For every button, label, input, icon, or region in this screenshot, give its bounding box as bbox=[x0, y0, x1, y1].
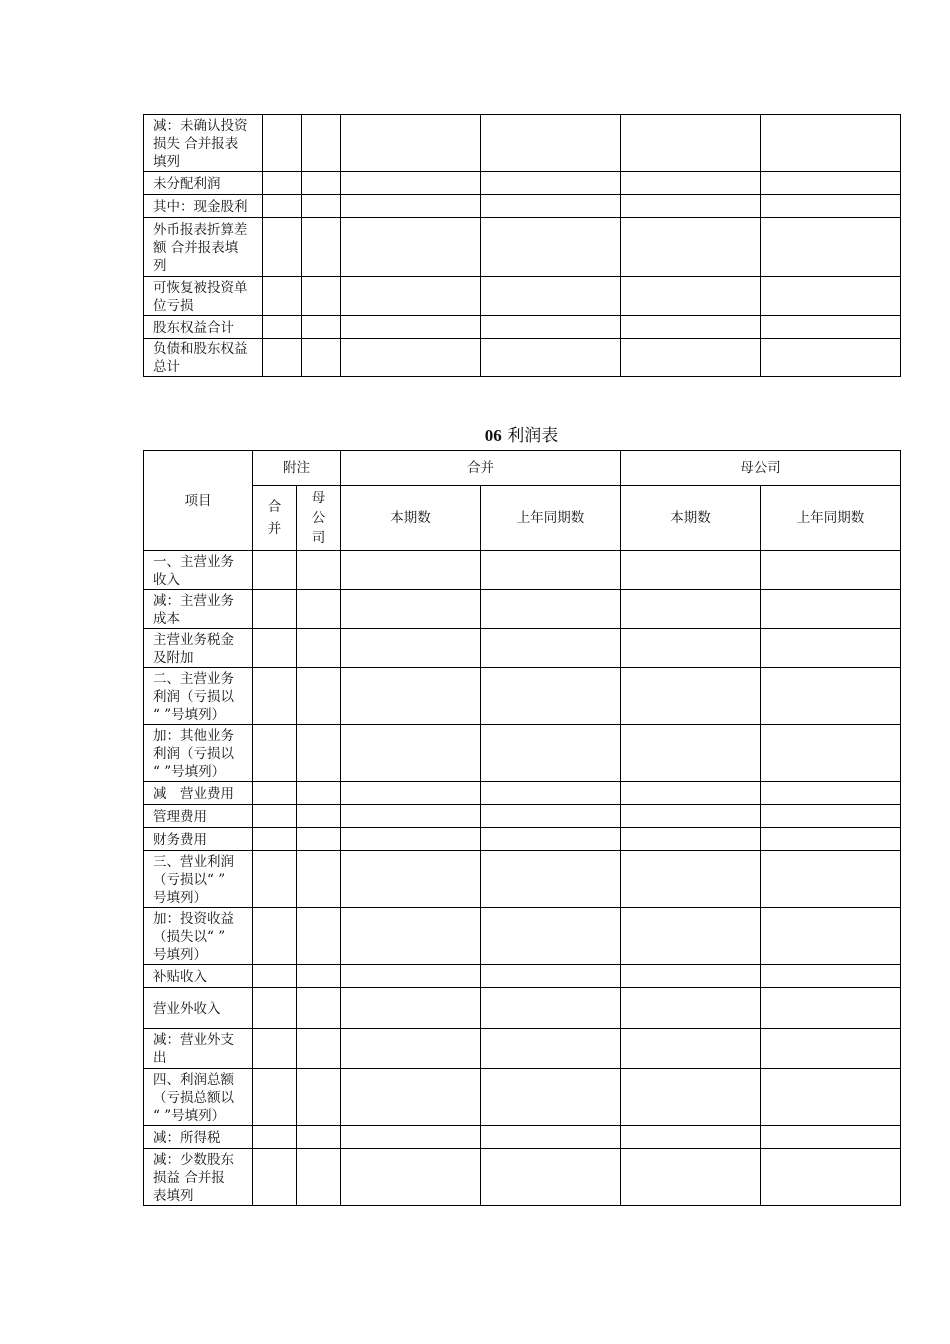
table-row bbox=[144, 828, 901, 851]
value-cell bbox=[761, 668, 901, 725]
header-consolidated-current: 本期数 bbox=[341, 486, 481, 551]
value-cell bbox=[621, 277, 761, 316]
row-label: 三、营业利润 （亏损以“ ” 号填列） bbox=[144, 851, 253, 908]
value-cell bbox=[761, 1029, 901, 1069]
value-cell bbox=[302, 277, 341, 316]
header-notes-parent: 母 公 司 bbox=[297, 486, 341, 551]
table-row bbox=[144, 851, 901, 908]
value-cell bbox=[297, 629, 341, 668]
value-cell bbox=[761, 965, 901, 988]
row-label: 二、主营业务 利润（亏损以 “ ”号填列） bbox=[144, 668, 253, 725]
value-cell bbox=[621, 725, 761, 782]
value-cell bbox=[761, 277, 901, 316]
value-cell bbox=[761, 195, 901, 218]
value-cell bbox=[761, 590, 901, 629]
value-cell bbox=[302, 172, 341, 195]
row-label: 主营业务税金 及附加 bbox=[144, 629, 253, 668]
value-cell bbox=[621, 551, 761, 590]
value-cell bbox=[621, 988, 761, 1029]
value-cell bbox=[253, 965, 297, 988]
value-cell bbox=[481, 1069, 621, 1126]
row-label: 管理费用 bbox=[144, 805, 253, 828]
value-cell bbox=[481, 988, 621, 1029]
row-label: 负债和股东权益 总计 bbox=[144, 339, 263, 377]
value-cell bbox=[621, 805, 761, 828]
table-row bbox=[144, 668, 901, 725]
value-cell bbox=[621, 668, 761, 725]
row-label: 财务费用 bbox=[144, 828, 253, 851]
value-cell bbox=[341, 551, 481, 590]
table-row bbox=[144, 908, 901, 965]
income-statement-title bbox=[143, 425, 900, 447]
value-cell bbox=[253, 668, 297, 725]
value-cell bbox=[341, 725, 481, 782]
table-row bbox=[144, 590, 901, 629]
value-cell bbox=[263, 172, 302, 195]
value-cell bbox=[621, 629, 761, 668]
row-label: 营业外收入 bbox=[144, 988, 253, 1029]
value-cell bbox=[341, 1069, 481, 1126]
value-cell bbox=[481, 725, 621, 782]
value-cell bbox=[621, 195, 761, 218]
table-row bbox=[144, 339, 901, 377]
value-cell bbox=[481, 1029, 621, 1069]
value-cell bbox=[341, 1149, 481, 1206]
value-cell bbox=[253, 805, 297, 828]
value-cell bbox=[621, 172, 761, 195]
value-cell bbox=[621, 316, 761, 339]
header-notes: 附注 bbox=[253, 451, 341, 486]
header-row-1 bbox=[144, 451, 901, 486]
header-consolidated-prior: 上年同期数 bbox=[481, 486, 621, 551]
value-cell bbox=[302, 195, 341, 218]
value-cell bbox=[341, 908, 481, 965]
header-parent-current: 本期数 bbox=[621, 486, 761, 551]
value-cell bbox=[761, 851, 901, 908]
value-cell bbox=[621, 1126, 761, 1149]
value-cell bbox=[253, 988, 297, 1029]
value-cell bbox=[481, 805, 621, 828]
value-cell bbox=[302, 218, 341, 277]
value-cell bbox=[761, 805, 901, 828]
value-cell bbox=[263, 195, 302, 218]
value-cell bbox=[761, 629, 901, 668]
header-parent-company: 母公司 bbox=[621, 451, 901, 486]
value-cell bbox=[341, 172, 481, 195]
row-label: 股东权益合计 bbox=[144, 316, 263, 339]
row-label: 加：其他业务 利润（亏损以 “ ”号填列） bbox=[144, 725, 253, 782]
value-cell bbox=[341, 1126, 481, 1149]
value-cell bbox=[297, 1029, 341, 1069]
row-label: 减：营业外支 出 bbox=[144, 1029, 253, 1069]
header-row-2 bbox=[144, 486, 901, 551]
value-cell bbox=[341, 629, 481, 668]
table-row bbox=[144, 805, 901, 828]
value-cell bbox=[263, 316, 302, 339]
table-row bbox=[144, 988, 901, 1029]
value-cell bbox=[253, 1149, 297, 1206]
value-cell bbox=[341, 115, 481, 172]
value-cell bbox=[297, 988, 341, 1029]
value-cell bbox=[297, 828, 341, 851]
value-cell bbox=[341, 195, 481, 218]
row-label: 四、利润总额 （亏损总额以 “ ”号填列） bbox=[144, 1069, 253, 1126]
value-cell bbox=[341, 1029, 481, 1069]
value-cell bbox=[302, 339, 341, 377]
value-cell bbox=[253, 851, 297, 908]
table-row bbox=[144, 629, 901, 668]
value-cell bbox=[253, 1029, 297, 1069]
header-notes-consolidated: 合 并 bbox=[253, 486, 297, 551]
value-cell bbox=[621, 1029, 761, 1069]
value-cell bbox=[263, 218, 302, 277]
value-cell bbox=[297, 590, 341, 629]
value-cell bbox=[761, 339, 901, 377]
title-text: 利润表 bbox=[507, 426, 559, 446]
table-row bbox=[144, 316, 901, 339]
value-cell bbox=[341, 316, 481, 339]
table-row bbox=[144, 195, 901, 218]
row-label: 补贴收入 bbox=[144, 965, 253, 988]
table-row bbox=[144, 1149, 901, 1206]
value-cell bbox=[621, 782, 761, 805]
value-cell bbox=[761, 725, 901, 782]
value-cell bbox=[481, 965, 621, 988]
value-cell bbox=[263, 277, 302, 316]
value-cell bbox=[341, 218, 481, 277]
value-cell bbox=[297, 1069, 341, 1126]
value-cell bbox=[302, 316, 341, 339]
value-cell bbox=[761, 1126, 901, 1149]
table-row bbox=[144, 218, 901, 277]
value-cell bbox=[341, 339, 481, 377]
value-cell bbox=[253, 782, 297, 805]
value-cell bbox=[263, 339, 302, 377]
value-cell bbox=[481, 195, 621, 218]
balance-sheet-table bbox=[143, 114, 901, 377]
value-cell bbox=[481, 218, 621, 277]
title-number: 06 bbox=[484, 426, 502, 445]
value-cell bbox=[481, 115, 621, 172]
value-cell bbox=[297, 965, 341, 988]
value-cell bbox=[761, 1149, 901, 1206]
header-parent-prior: 上年同期数 bbox=[761, 486, 901, 551]
value-cell bbox=[761, 908, 901, 965]
value-cell bbox=[253, 629, 297, 668]
income-statement-table bbox=[143, 450, 901, 1206]
value-cell bbox=[481, 551, 621, 590]
value-cell bbox=[341, 988, 481, 1029]
value-cell bbox=[253, 725, 297, 782]
value-cell bbox=[481, 172, 621, 195]
value-cell bbox=[481, 590, 621, 629]
value-cell bbox=[481, 851, 621, 908]
value-cell bbox=[621, 965, 761, 988]
value-cell bbox=[297, 908, 341, 965]
table-row bbox=[144, 1069, 901, 1126]
value-cell bbox=[481, 629, 621, 668]
row-label: 减：主营业务 成本 bbox=[144, 590, 253, 629]
value-cell bbox=[761, 218, 901, 277]
value-cell bbox=[341, 590, 481, 629]
table-row bbox=[144, 172, 901, 195]
table-row bbox=[144, 115, 901, 172]
value-cell bbox=[297, 805, 341, 828]
row-label: 一、主营业务 收入 bbox=[144, 551, 253, 590]
row-label: 减：所得税 bbox=[144, 1126, 253, 1149]
table-row bbox=[144, 1029, 901, 1069]
value-cell bbox=[481, 908, 621, 965]
value-cell bbox=[621, 1069, 761, 1126]
value-cell bbox=[761, 316, 901, 339]
value-cell bbox=[341, 965, 481, 988]
row-label: 加：投资收益 （损失以“ ” 号填列） bbox=[144, 908, 253, 965]
value-cell bbox=[621, 908, 761, 965]
value-cell bbox=[302, 115, 341, 172]
value-cell bbox=[253, 551, 297, 590]
value-cell bbox=[761, 551, 901, 590]
row-label: 减 营业费用 bbox=[144, 782, 253, 805]
value-cell bbox=[341, 782, 481, 805]
value-cell bbox=[341, 668, 481, 725]
value-cell bbox=[761, 988, 901, 1029]
table-row bbox=[144, 782, 901, 805]
value-cell bbox=[761, 172, 901, 195]
table-row bbox=[144, 1126, 901, 1149]
value-cell bbox=[297, 668, 341, 725]
value-cell bbox=[481, 828, 621, 851]
value-cell bbox=[621, 1149, 761, 1206]
value-cell bbox=[297, 851, 341, 908]
row-label: 可恢复被投资单 位亏损 bbox=[144, 277, 263, 316]
table-row bbox=[144, 725, 901, 782]
value-cell bbox=[761, 1069, 901, 1126]
value-cell bbox=[481, 782, 621, 805]
row-label: 减：少数股东 损益 合并报 表填列 bbox=[144, 1149, 253, 1206]
value-cell bbox=[341, 828, 481, 851]
row-label: 未分配利润 bbox=[144, 172, 263, 195]
value-cell bbox=[341, 277, 481, 316]
value-cell bbox=[341, 851, 481, 908]
table-row bbox=[144, 551, 901, 590]
value-cell bbox=[761, 828, 901, 851]
value-cell bbox=[761, 782, 901, 805]
value-cell bbox=[253, 1126, 297, 1149]
value-cell bbox=[253, 908, 297, 965]
value-cell bbox=[621, 851, 761, 908]
value-cell bbox=[253, 1069, 297, 1126]
value-cell bbox=[481, 1126, 621, 1149]
value-cell bbox=[341, 805, 481, 828]
header-item: 项目 bbox=[144, 451, 253, 551]
value-cell bbox=[297, 551, 341, 590]
value-cell bbox=[253, 828, 297, 851]
value-cell bbox=[297, 782, 341, 805]
value-cell bbox=[263, 115, 302, 172]
table-row bbox=[144, 965, 901, 988]
value-cell bbox=[481, 668, 621, 725]
row-label: 外币报表折算差 额 合并报表填 列 bbox=[144, 218, 263, 277]
value-cell bbox=[481, 1149, 621, 1206]
value-cell bbox=[481, 339, 621, 377]
row-label: 减：未确认投资 损失 合并报表 填列 bbox=[144, 115, 263, 172]
value-cell bbox=[621, 590, 761, 629]
value-cell bbox=[481, 277, 621, 316]
value-cell bbox=[297, 1149, 341, 1206]
value-cell bbox=[621, 218, 761, 277]
value-cell bbox=[761, 115, 901, 172]
value-cell bbox=[297, 1126, 341, 1149]
table-row bbox=[144, 277, 901, 316]
value-cell bbox=[253, 590, 297, 629]
header-consolidated: 合并 bbox=[341, 451, 621, 486]
value-cell bbox=[297, 725, 341, 782]
value-cell bbox=[621, 828, 761, 851]
value-cell bbox=[621, 339, 761, 377]
row-label: 其中：现金股利 bbox=[144, 195, 263, 218]
value-cell bbox=[481, 316, 621, 339]
value-cell bbox=[621, 115, 761, 172]
